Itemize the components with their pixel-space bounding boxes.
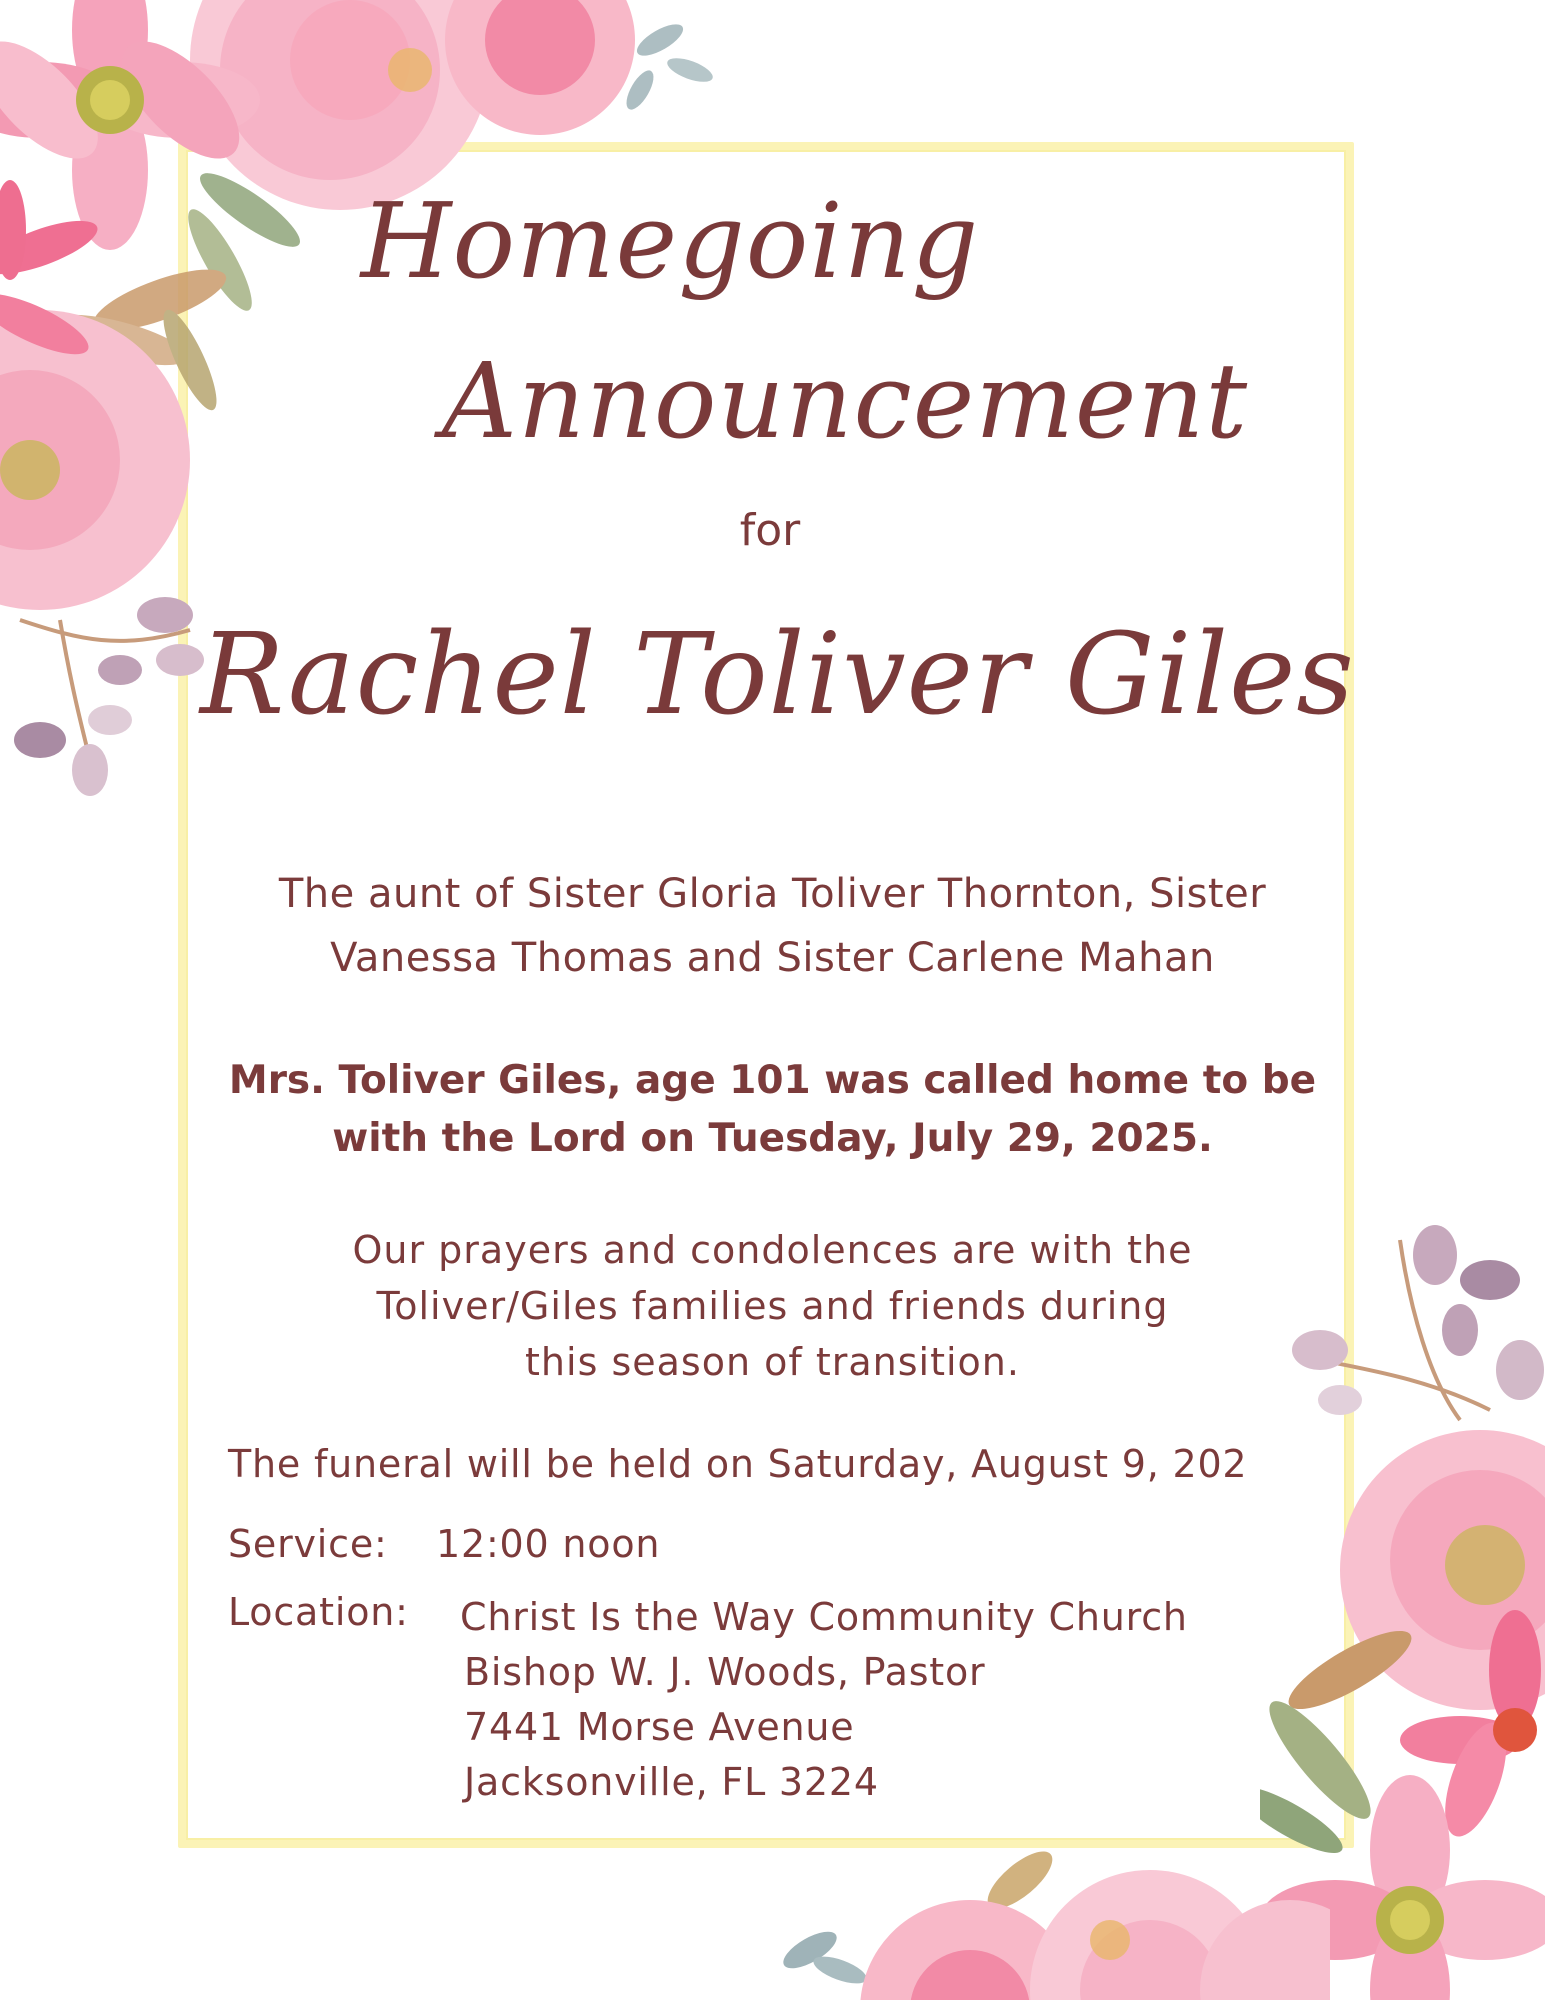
location-city: Jacksonville, FL 3224 <box>464 1760 879 1804</box>
location-row <box>228 1590 409 1634</box>
prayers-line-3: this season of transition. <box>525 1340 1020 1384</box>
called-home-text <box>200 1052 1345 1168</box>
funeral-date-text: The funeral will be held on Saturday, August 9, 202 <box>228 1442 1248 1486</box>
location-label: Location: <box>228 1590 409 1634</box>
deceased-name: Rachel Toliver Giles <box>200 610 1355 740</box>
flower-cluster-bottom-center-icon <box>770 1820 1330 2000</box>
prayers-line-2: Toliver/Giles families and friends during <box>376 1284 1169 1328</box>
location-street: 7441 Morse Avenue <box>464 1705 855 1749</box>
title-line-announcement: Announcement <box>441 340 1249 462</box>
service-time: 12:00 noon <box>436 1522 661 1566</box>
location-pastor: Bishop W. J. Woods, Pastor <box>464 1650 986 1694</box>
location-address <box>460 1590 1188 1810</box>
location-church: Christ Is the Way Community Church <box>460 1595 1188 1639</box>
service-label: Service: <box>228 1522 388 1566</box>
service-row <box>228 1522 661 1566</box>
title-line-homegoing: Homegoing <box>360 180 980 302</box>
aunt-of-text: The aunt of Sister Gloria Toliver Thornton, Sister Vanessa Thomas and Sister Carlene Mahan <box>278 871 1267 981</box>
prayers-text <box>200 1222 1345 1390</box>
for-label: for <box>739 505 801 556</box>
called-home-line-2: with the Lord on Tuesday, July 29, 2025. <box>332 1116 1213 1161</box>
prayers-line-1: Our prayers and condolences are with the <box>352 1228 1193 1272</box>
called-home-line-1: Mrs. Toliver Giles, age 101 was called home to be <box>228 1058 1317 1103</box>
